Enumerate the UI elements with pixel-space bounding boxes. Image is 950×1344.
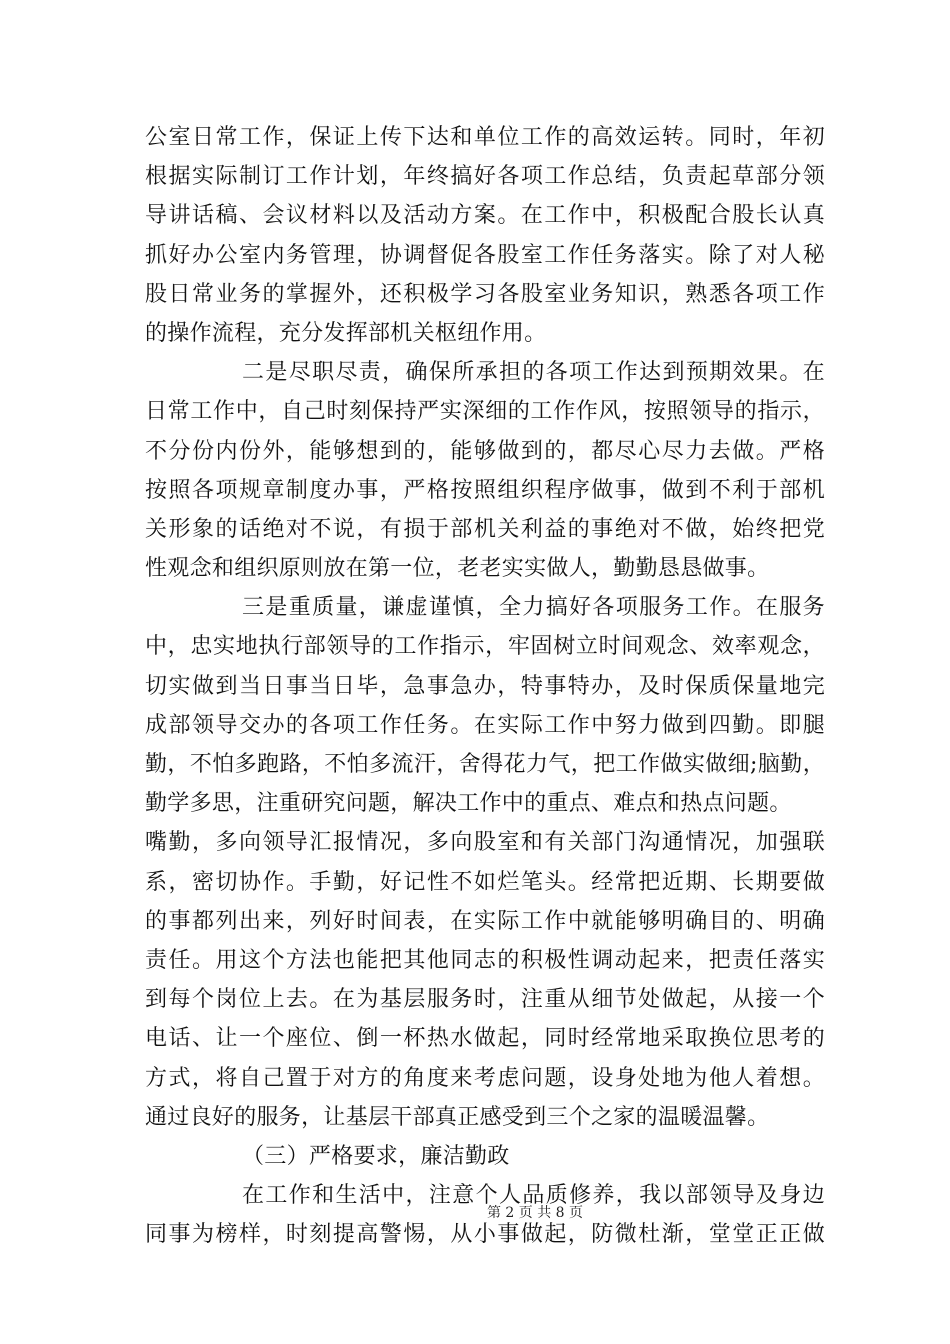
text-line: 方式，将自己置于对方的角度来考虑问题，设身处地为他人着想。	[145, 1065, 825, 1091]
text-line: 公室日常工作，保证上传下达和单位工作的高效运转。同时，年初	[145, 125, 825, 150]
text-line: 导讲话稿、会议材料以及活动方案。在工作中，积极配合股长认真	[145, 203, 825, 229]
text-line: 二是尽职尽责，确保所承担的各项工作达到预期效果。在	[242, 360, 825, 386]
text-line: 股日常业务的掌握外，还积极学习各股室业务知识，熟悉各项工作	[145, 281, 825, 307]
text-line: 中，忠实地执行部领导的工作指示，牢固树立时间观念、效率观念，	[145, 634, 825, 660]
text-line: 根据实际制订工作计划，年终搞好各项工作总结，负责起草部分领	[145, 164, 825, 190]
text-line: 三是重质量，谦虚谨慎，全力搞好各项服务工作。在服务	[242, 595, 825, 621]
text-line: 日常工作中，自己时刻保持严实深细的工作作风，按照领导的指示，	[145, 399, 825, 425]
text-line: 同事为榜样，时刻提高警惕，从小事做起，防微杜渐，堂堂正正做	[145, 1222, 825, 1248]
text-line: 关形象的话绝对不说，有损于部机关利益的事绝对不做，始终把党	[145, 516, 825, 542]
document-body	[145, 118, 825, 1254]
text-line: 电话、让一个座位、倒一杯热水做起，同时经常地采取换位思考的	[145, 1026, 825, 1052]
text-line: 按照各项规章制度办事，严格按照组织程序做事，做到不利于部机	[145, 477, 825, 503]
text-line: 切实做到当日事当日毕，急事急办，特事特办，及时保质保量地完	[145, 673, 825, 699]
text-line: （三）严格要求，廉洁勤政	[242, 1143, 510, 1169]
text-line: 的操作流程，充分发挥部机关枢纽作用。	[145, 320, 547, 346]
text-line: 勤学多思，注重研究问题，解决工作中的重点、难点和热点问题。	[145, 791, 792, 817]
text-line: 成部领导交办的各项工作任务。在实际工作中努力做到四勤。即腿	[145, 712, 825, 738]
text-line: 在工作和生活中，注意个人品质修养，我以部领导及身边	[242, 1183, 825, 1209]
text-line: 通过良好的服务，让基层干部真正感受到三个之家的温暖温馨。	[145, 1104, 770, 1130]
text-line: 不分份内份外，能够想到的，能够做到的，都尽心尽力去做。严格	[145, 438, 825, 464]
text-line: 抓好办公室内务管理，协调督促各股室工作任务落实。除了对人秘	[145, 242, 825, 268]
text-line: 的事都列出来，列好时间表，在实际工作中就能够明确目的、明确	[145, 908, 825, 934]
text-line: 到每个岗位上去。在为基层服务时，注重从细节处做起，从接一个	[145, 987, 825, 1013]
text-line: 勤，不怕多跑路，不怕多流汗，舍得花力气，把工作做实做细;脑勤，	[145, 752, 825, 777]
page-footer: 第 2 页 共 8 页	[486, 1205, 584, 1221]
text-line: 责任。用这个方法也能把其他同志的积极性调动起来，把责任落实	[145, 947, 825, 973]
text-line: 性观念和组织原则放在第一位，老老实实做人，勤勤恳恳做事。	[145, 556, 770, 582]
text-line: 系，密切协作。手勤，好记性不如烂笔头。经常把近期、长期要做	[145, 869, 825, 895]
text-line: 嘴勤，多向领导汇报情况，多向股室和有关部门沟通情况，加强联	[145, 830, 825, 856]
